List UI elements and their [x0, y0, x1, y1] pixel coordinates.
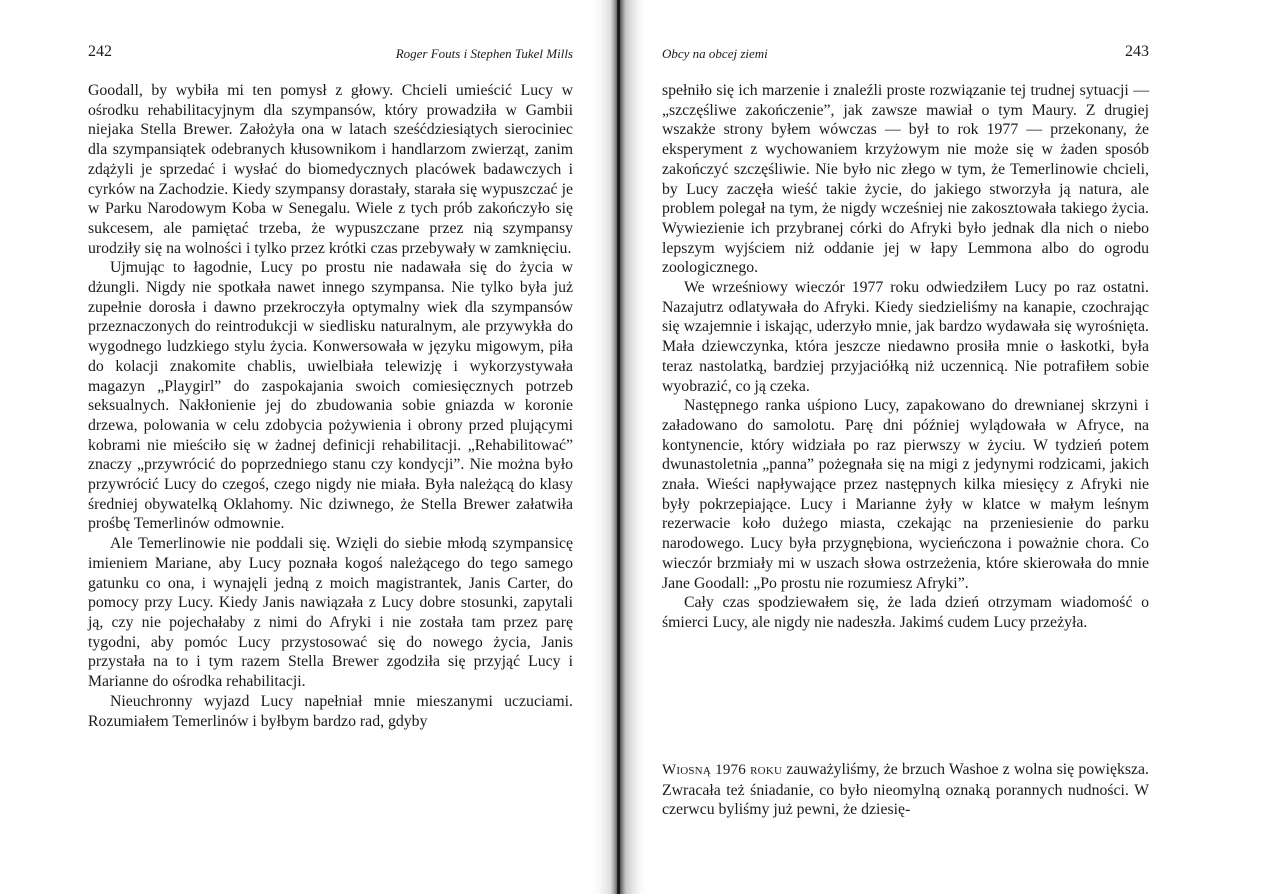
right-running-head: Obcy na obcej ziemi [662, 46, 768, 61]
paragraph: Ale Temerlinowie nie poddali się. Wzięli do siebie młodą szympansicę imieniem Mariane, aby Lucy poznała kogoś należącego do tego samego gatunku co ona, i wynajęli jedną z moich magistrantek, Janis Carter, do pomocy przy Lucy. Kiedy Janis nawiązała z Lucy dobre stosunki, zapytali ją, czy nie pojechałaby z nimi do Afryki i nie została tam przez parę tygodni, aby pomóc Lucy przystosować się do nowego życia, Janis przystała na to i tym razem Stella Brewer zgodziła się przyjąć Lucy i Marianne do ośrodka rehabilitacji. [88, 535, 573, 691]
paragraph: Ujmując to łagodnie, Lucy po prostu nie nadawała się do życia w dżungli. Nigdy nie spotkała nawet innego szympansa. Nie tylko była już zupełnie dorosła i dawno przekroczyła optymalny wiek dla szympansów przeznaczonych do reintrodukcji w siedlisku naturalnym, ale przywykła do wygodnego ludzkiego stylu życia. Konwersowała w języku migowym, piła do kolacji znakomite chablis, uwielbiała telewizję i wykorzystywała magazyn „Playgirl” do zaspokajania swoich comiesięcznych potrzeb seksualnych. Nakłonienie jej do zbudowania sobie gniazda w koronie drzewa, polowania w celu zdobycia pożywienia i obrony przed plującymi kobrami nie mieściło się w żadnej definicji rehabilitacji. „Rehabilitować” znaczy „przywrócić do poprzedniego stanu czy kondycji”. Nie można było przywrócić Lucy do czegoś, czego nigdy nie miała. Była należącą do klasy średniej obywatelką Oklahomy. Nic dziwnego, że Stella Brewer załatwiła prośbę Temerlinów odmownie. [88, 259, 573, 533]
section-text: zauważyliśmy, że brzuch Washoe z wolna się powiększa. Zwracała też śniadanie, co było nieomylną oznaką porannych nudności. W czerwcu byliśmy już pewni, że dziesię- [662, 761, 1150, 819]
paragraph: Nieuchronny wyjazd Lucy napełniał mnie mieszanymi uczuciami. Rozumiałem Temerlinów i byłbym bardzo rad, gdyby [88, 692, 573, 730]
paragraph: Cały czas spodziewałem się, że lada dzień otrzymam wiadomość o śmierci Lucy, ale nigdy nie nadeszła. Jakimś cudem Lucy przeżyła. [662, 594, 1149, 631]
section-lead-in: Wiosną 1976 roku [662, 762, 783, 778]
paragraph: Następnego ranka uśpiono Lucy, zapakowano do drewnianej skrzyni i załadowano do samolotu. Parę dni później wylądowała w Afryce, na kontynencie, który widziała po raz pierwszy w życiu. W tydzień potem dwunastoletnia „panna” pożegnała się na migi z jedynymi rodzicami, jakich znała. Wieści napływające przez następnych kilka miesięcy z Afryki nie były pokrzepiające. Lucy i Marianne żyły w klatce w małym leśnym rezerwacie koło dużego miasta, czekając na przeniesienie do parku narodowego. Lucy była przygnębiona, wycieńczona i poważnie chora. Co wieczór brzmiały mi w uszach słowa ostrzeżenia, które skierowała do mnie Jane Goodall: „Po prostu nie rozumiesz Afryki”. [662, 397, 1149, 592]
left-running-head: Roger Fouts i Stephen Tukel Mills [395, 46, 573, 61]
right-page-number: 243 [1125, 43, 1149, 60]
paragraph: Goodall, by wybiła mi ten pomysł z głowy. Chcieli umieścić Lucy w ośrodku rehabilitacyjnym dla szympansów, który prowadziła w Gambii niejaka Stella Brewer. Założyła ona w latach sześćdziesiątych sierociniec dla szympansiątek odebranych kłusownikom i handlarzom zwierząt, zanim zdążyli je sprzedać i wysłać do biomedycznych placówek badawczych i cyrków na Zachodzie. Kiedy szympansy dorastały, starała się wypuszczać je w Parku Narodowym Koba w Senegalu. Wiele z tych prób zakończyło się sukcesem, ale pamiętać trzeba, że wypuszczane przez nią szympansy urodziły się na wolności i tylko przez krótki czas przebywały w zamknięciu. [88, 82, 573, 257]
section-first-paragraph [662, 760, 1149, 820]
paragraph: spełniło się ich marzenie i znaleźli proste rozwiązanie tej trudnej sytuacji — „szczęśliwe zakończenie”, jak zawsze mawiał o tym Maury. Z drugiej wszakże strony byłem wówczas — był to rok 1977 — przekonany, że eksperyment z wychowaniem krzyżowym nie może się w żaden sposób zakończyć szczęśliwie. Nie było nic złego w tym, że Temerlinowie chcieli, by Lucy zaczęła wieść takie życie, do jakiego stworzyła ją natura, ale problem polegał na tym, że nigdy wcześniej nie zakosztowała takiego życia. Wywiezienie ich przybranej córki do Afryki było jednak dla nich o niebo lepszym wyjściem niż oddanie jej w łapy Lemmona albo do ogrodu zoologicznego. [662, 82, 1149, 277]
paragraph: We wrześniowy wieczór 1977 roku odwiedziłem Lucy po raz ostatni. Nazajutrz odlatywała do Afryki. Kiedy siedzieliśmy na kanapie, czochrając się wzajemnie i iskając, uderzyło mnie, jak bardzo wydawała się wyrośnięta. Mała dziewczynka, która jeszcze niedawno prosiła mnie o łaskotki, była teraz nastolatką, bardziej przyjaciółką niż uczennicą. Nie potrafiłem sobie wyobrazić, co ją czeka. [662, 279, 1149, 395]
right-page [630, 0, 1262, 894]
left-page-number: 242 [88, 43, 112, 60]
right-page-body [662, 81, 1149, 633]
new-section [662, 760, 1149, 820]
left-page-body [88, 81, 573, 731]
left-page [0, 0, 600, 894]
